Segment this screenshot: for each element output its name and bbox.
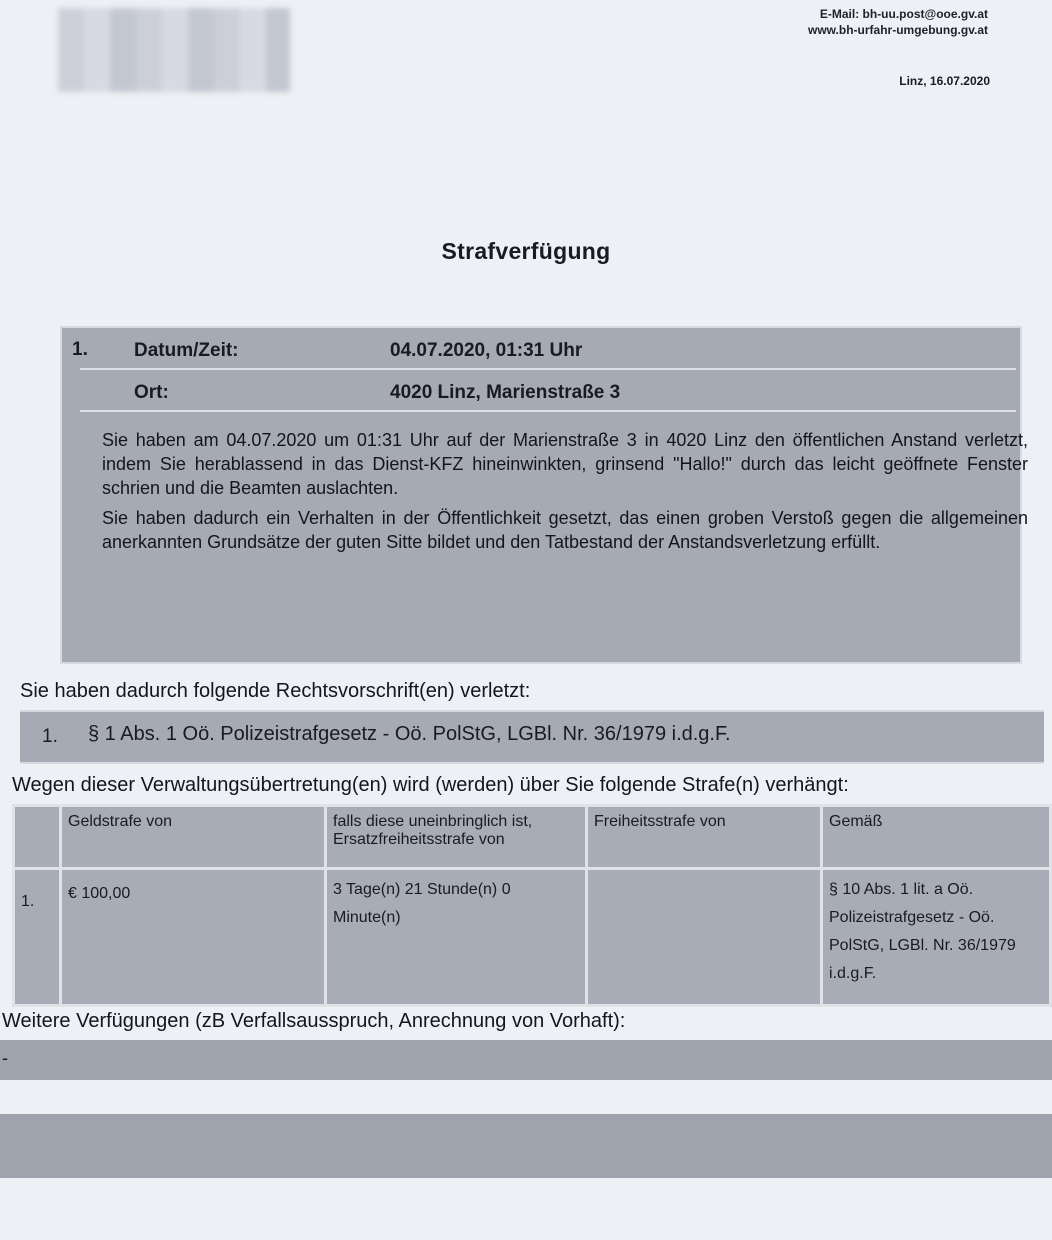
further-bullet: - <box>2 1048 8 1068</box>
offense-paragraph-1: Sie haben am 04.07.2020 um 01:31 Uhr auf der Marienstraße 3 in 4020 Linz den öffentlichen Anstand verletzt, indem Sie herablassend in das Dienst-KFZ hineinwinkten, grinsend "Hallo!" durch das leicht geöffnete Fenster schrien und die Beamten auslachten. <box>102 430 1028 498</box>
contact-website: www.bh-urfahr-umgebung.gv.at <box>808 23 988 37</box>
contact-block <box>808 6 988 38</box>
offense-description <box>102 428 1028 560</box>
redacted-sender-block <box>58 8 290 92</box>
header-fine: Geldstrafe von <box>61 806 326 869</box>
header-substitute: falls diese uneinbringlich ist, Ersatzfreiheitsstrafe von <box>326 806 587 869</box>
header-imprisonment: Freiheitsstrafe von <box>587 806 822 869</box>
offense-box <box>60 326 1028 664</box>
header-according: Gemäß <box>822 806 1051 869</box>
offense-number: 1. <box>72 339 88 360</box>
datetime-label: Datum/Zeit: <box>134 340 239 361</box>
further-stripe-1 <box>0 1040 1052 1080</box>
datetime-value: 04.07.2020, 01:31 Uhr <box>390 340 583 361</box>
row-imprisonment <box>587 869 822 1006</box>
row-substitute: 3 Tage(n) 21 Stunde(n) 0 Minute(n) <box>326 869 587 1006</box>
penalty-table-header <box>14 806 1051 869</box>
penalty-heading: Wegen dieser Verwaltungsübertretung(en) wird (werden) über Sie folgende Strafe(n) verhängt: <box>12 774 849 796</box>
place-label: Ort: <box>134 382 169 403</box>
law-box <box>20 710 1044 764</box>
further-heading: Weitere Verfügungen (zB Verfallsausspruch, Anrechnung von Vorhaft): <box>2 1010 626 1032</box>
place-date: Linz, 16.07.2020 <box>899 74 990 88</box>
penalty-table <box>12 804 1052 1007</box>
offense-place-row <box>80 370 1016 412</box>
penalty-table-row <box>14 869 1051 1006</box>
row-according: § 10 Abs. 1 lit. a Oö. Polizeistrafgesetz - Oö. PolStG, LGBl. Nr. 36/1979 i.d.g.F. <box>822 869 1051 1006</box>
law-number: 1. <box>42 726 58 747</box>
law-heading: Sie haben dadurch folgende Rechtsvorschrift(en) verletzt: <box>20 680 531 702</box>
offense-datetime-row <box>72 328 1016 370</box>
document-title: Strafverfügung <box>441 238 611 264</box>
row-fine: € 100,00 <box>61 869 326 1006</box>
header-number-cell <box>14 806 61 869</box>
offense-paragraph-2: Sie haben dadurch ein Verhalten in der Öffentlichkeit gesetzt, das einen groben Verstoß gegen die allgemeinen anerkannten Grundsätze der guten Sitte bildet und den Tatbestand der Anstandsverletzung erfüllt. <box>102 508 1028 552</box>
place-value: 4020 Linz, Marienstraße 3 <box>390 382 621 403</box>
row-number: 1. <box>14 869 61 1006</box>
contact-email: E-Mail: bh-uu.post@ooe.gv.at <box>819 7 988 21</box>
further-stripe-2 <box>0 1114 1052 1178</box>
law-text: § 1 Abs. 1 Oö. Polizeistrafgesetz - Oö. PolStG, LGBl. Nr. 36/1979 i.d.g.F. <box>88 723 731 745</box>
